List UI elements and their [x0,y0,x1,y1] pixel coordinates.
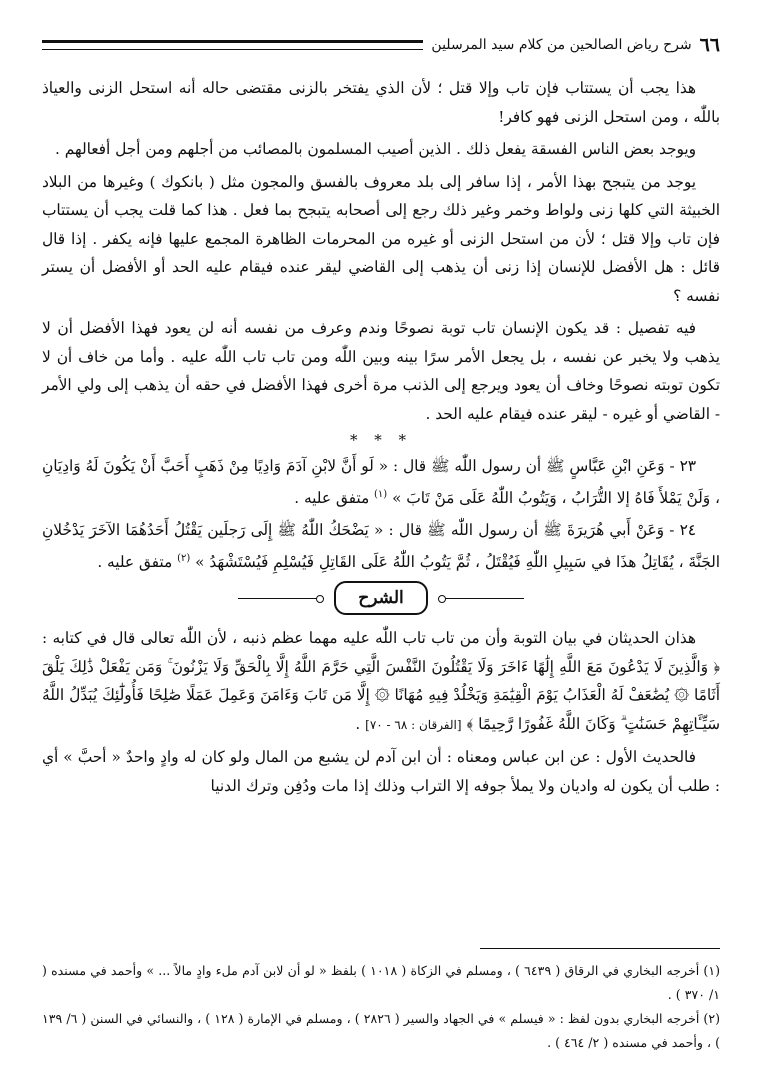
main-text [42,74,720,800]
footnote-rule [480,948,720,949]
paragraph-3: يوجد من يتبجح بهذا الأمر ، إذا سافر إلى بلد معروف بالفسق والمجون مثل ( بانكوك ) وغيرها من البلاد الخبيثة التي كلها زنى ولواط وخمر وغير ذلك رجع إلى أصحابه يتبجح بما فعل . هذا كما قلت يجب أن يستتاب فإن تاب وإلا قتل ؛ لأن من استحل الزنى أو غيره من المحرمات الظاهرة المجمع عليها فإنه يكفر . إذا قال قائل : هل الأفضل للإنسان إذا زنى أن يذهب إلى القاضي ليقر عنده فيقام عليه الحد أو الأفضل أن يستر نفسه ؟ [42,172,720,305]
footnote-mark-2: (٢) [177,552,191,564]
hadith-23-tail: متفق عليه . [294,488,370,507]
section-heading [42,580,720,616]
quran-reference: [الفرقان : ٦٨ - ٧٠] [365,717,462,732]
hadith-24 [42,516,720,576]
hadith-23-text: ٢٣ - وَعَنِ ابْنِ عَبَّاسٍ ﷺ أن رسول اللّٰه ﷺ قال : « لَو أَنَّ لابْنِ آدَمَ وَادِيًا مِنْ ذَهَبٍ أَحَبَّ أَنْ يَكُونَ لَهُ وَادِيَانِ ، وَلَنْ يَمْلأَ فَاهُ إلا التُّرَابُ ، وَيَتُوبُ اللّٰهُ عَلَى مَنْ تَابَ » [42,457,720,507]
paragraph-4: فيه تفصيل : قد يكون الإنسان تاب توبة نصوحًا وندم وعرف من نفسه أنه لن يعود فهذا الأفضل أن لا يذهب ولا يخبر عن نفسه ، بل يجعل الأمر سرًا بينه وبين اللّٰه ومن تاب تاب اللّٰه عليه . وأما من خاف أن لا تكون توبته نصوحًا وخاف أن يعود ويرجع إلى الذنب مرة أخرى فهذا الأفضل في حقه أن يذهب إلى ولي الأمر - القاضي أو غيره - ليقر عنده فيقام عليه الحد . [42,319,720,423]
page-number: ٦٦ [699,34,720,56]
footnotes [42,948,720,1055]
commentary-end: . [355,714,366,733]
hadith-24-tail: متفق عليه . [97,552,173,571]
section-separator: * * * [349,431,413,449]
header-rule [42,40,423,50]
quran-verse: ﴿ وَالَّذِينَ لَا يَدْعُونَ مَعَ اللَّهِ إِلَٰهًا ءَاخَرَ وَلَا يَقْتُلُونَ النَّفْسَ الَّتِي حَرَّمَ اللَّهُ إِلَّا بِالْحَقِّ وَلَا يَزْنُونَ ۚ وَمَن يَفْعَلْ ذَٰلِكَ يَلْقَ أَثَامًا ۞ يُضَٰعَفْ لَهُ الْعَذَابُ يَوْمَ الْقِيَٰمَةِ وَيَخْلُدْ فِيهِ مُهَانًا ۞ إِلَّا مَن تَابَ وَءَامَنَ وَعَمِلَ عَمَلًا صَٰلِحًا فَأُولَٰٓئِكَ يُبَدِّلُ اللَّهُ سَيِّـَٔاتِهِمْ حَسَنَٰتٍ ۗ وَكَانَ اللَّهُ غَفُورًا رَّحِيمًا ﴾ [42,657,720,733]
commentary-paragraph [42,624,720,739]
footnote-mark-1: (١) [374,488,388,500]
commentary-intro: هذان الحديثان في بيان التوبة وأن من تاب تاب اللّٰه عليه مهما عظم ذنبه ، لأن اللّٰه تعالى قال في كتابه : [42,629,696,648]
first-hadith-explanation: فالحديث الأول : عن ابن عباس ومعناه : أن ابن آدم لن يشبع من المال ولو كان له وادٍ واحدٌ « أحبَّ » أي : طلب أن يكون له واديان ولا يملأ جوفه إلا التراب وذلك إذا مات ودُفِن وترك الدنيا [42,748,720,795]
footnote-2: (٢) أخرجه البخاري بدون لفظ : « فيسلم » في الجهاد والسير ( ٢٨٢٦ ) ، ومسلم في الإمارة ( ١٢٨ ) ، والنسائي في السنن ( ٦/ ١٣٩ ) ، وأحمد في مسنده ( ٢/ ٤٦٤ ) . [42,1011,720,1050]
running-title: شرح رياض الصالحين من كلام سيد المرسلين [431,37,692,53]
ornament-line-right [438,598,524,599]
paragraph-2: ويوجد بعض الناس الفسقة يفعل ذلك . الذين أصيب المسلمون بالمصائب من أجلهم ومن أجل أفعالهم . [55,140,696,158]
ornament-line-left [238,598,324,599]
hadith-24-text: ٢٤ - وَعَنْ أَبي هُرَيرَةَ ﷺ أن رسول اللّٰه ﷺ قال : « يَضْحَكُ اللّٰهُ ﷺ إِلَى رَجلَين يَقْتُلُ أَحَدُهُمَا الآخَرَ يَدْخُلانِ الجَنَّةَ ، يُقَاتِلُ هذَا في سَبِيلِ اللّٰهِ فَيُقْتَلُ ، ثُمَّ يَتُوبُ اللّٰهُ عَلَى القَاتِلِ فَيُسْلِمِ فَيُسْتَشْهَدُ » [42,521,720,571]
footnote-1: (١) أخرجه البخاري في الرقاق ( ٦٤٣٩ ) ، ومسلم في الزكاة ( ١٠١٨ ) بلفظ « لو أن لابن آدم ملء وادٍ مالاً ... » وأحمد في مسنده ( ١/ ٣٧٠ ) . [42,963,720,1002]
running-head [42,32,720,58]
hadith-23 [42,452,720,512]
paragraph-1: هذا يجب أن يستتاب فإن تاب وإلا قتل ؛ لأن الذي يفتخر بالزنى مقتضى حاله أنه استحل الزنى والعياذ باللّٰه ، ومن استحل الزنى فهو كافر! [42,79,720,126]
section-title: الشرح [334,581,427,615]
